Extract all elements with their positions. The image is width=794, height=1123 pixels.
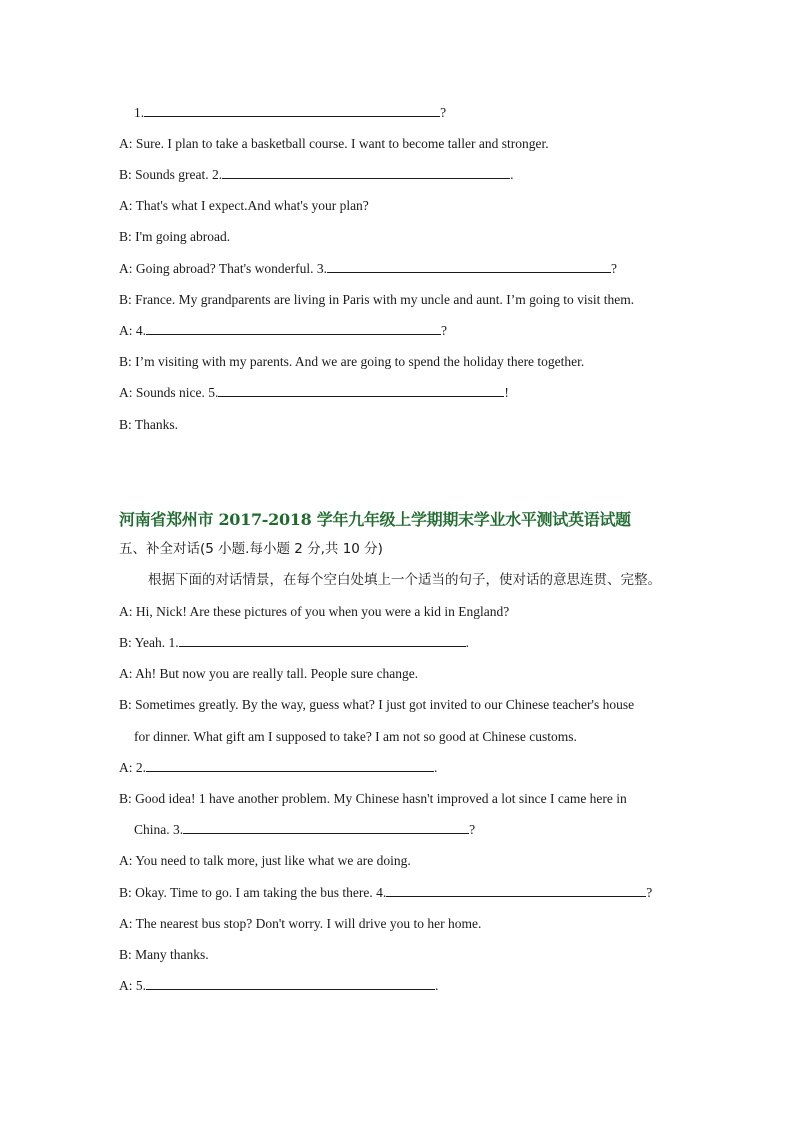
line-text: B: Yeah. 1. xyxy=(119,635,179,650)
dialogue1-line-11: B: Thanks. xyxy=(119,417,179,432)
line-text: A: 4. xyxy=(119,323,146,338)
dialogue1-line-5: B: I'm going abroad. xyxy=(119,229,231,244)
line-text: A: Sounds nice. 5. xyxy=(119,385,219,400)
punctuation: ? xyxy=(646,885,653,900)
dialogue2-line-5: for dinner. What gift am I supposed to take? I am not so good at Chinese customs. xyxy=(134,729,577,744)
punctuation: ? xyxy=(469,822,476,837)
dialogue1-line-2: A: Sure. I plan to take a basketball course. I want to become taller and stronger. xyxy=(119,136,549,151)
line-text: A: Going abroad? That's wonderful. 3. xyxy=(119,261,328,276)
answer-blank-3[interactable] xyxy=(327,260,611,273)
dialogue1-line-8 xyxy=(119,322,447,340)
dialogue2-line-13 xyxy=(119,977,438,995)
dialogue2-line-9: A: You need to talk more, just like what we are doing. xyxy=(119,853,411,868)
answer-blank-3[interactable] xyxy=(183,821,469,834)
line-text: B: Sounds great. 2. xyxy=(119,167,223,182)
dialogue2-line-1: A: Hi, Nick! Are these pictures of you when you were a kid in England? xyxy=(119,604,510,619)
line-text: B: Okay. Time to go. I am taking the bus there. 4. xyxy=(119,885,387,900)
answer-blank-1[interactable] xyxy=(144,104,440,117)
line-text: China. 3. xyxy=(134,822,184,837)
dialogue2-line-3: A: Ah! But now you are really tall. People sure change. xyxy=(119,666,419,681)
dialogue2-line-4: B: Sometimes greatly. By the way, guess what? I just got invited to our Chinese teacher's house xyxy=(119,697,635,712)
answer-blank-2[interactable] xyxy=(146,759,434,772)
exam-title: 河南省郑州市 2017-2018 学年九年级上学期期末学业水平测试英语试题 xyxy=(119,510,631,529)
dialogue1-line-10 xyxy=(119,384,509,402)
punctuation: ? xyxy=(611,261,618,276)
line-text: A: 5. xyxy=(119,978,146,993)
dialogue1-line-1 xyxy=(134,104,446,122)
dialogue1-line-3 xyxy=(119,166,514,184)
question-number: 1. xyxy=(134,105,145,120)
answer-blank-5[interactable] xyxy=(218,384,504,397)
dialogue2-line-12: B: Many thanks. xyxy=(119,947,209,962)
section-heading: 五、补全对话(5 小题.每小题 2 分,共 10 分) xyxy=(119,541,383,557)
dialogue2-line-2 xyxy=(119,634,469,652)
dialogue2-line-10 xyxy=(119,884,652,902)
answer-blank-4[interactable] xyxy=(146,322,441,335)
punctuation: . xyxy=(435,978,439,993)
answer-blank-4[interactable] xyxy=(386,884,646,897)
punctuation: . xyxy=(434,760,438,775)
punctuation: . xyxy=(465,635,470,650)
dialogue1-line-4: A: That's what I expect.And what's your plan? xyxy=(119,198,369,213)
punctuation: ? xyxy=(441,323,447,338)
answer-blank-1[interactable] xyxy=(179,634,466,647)
line-text: A: 2. xyxy=(119,760,146,775)
dialogue1-line-9: B: I’m visiting with my parents. And we are going to spend the holiday there together. xyxy=(119,354,585,369)
instruction-text: 根据下面的对话情景，在每个空白处填上一个适当的句子，使对话的意思连贯、完整。 xyxy=(148,572,661,588)
dialogue2-line-8 xyxy=(134,821,475,839)
dialogue2-line-11: A: The nearest bus stop? Don't worry. I will drive you to her home. xyxy=(119,916,482,931)
answer-blank-2[interactable] xyxy=(222,166,510,179)
dialogue1-line-7: B: France. My grandparents are living in Paris with my uncle and aunt. I’m going to visit them. xyxy=(119,292,635,307)
punctuation: ? xyxy=(440,105,447,120)
dialogue2-line-7: B: Good idea! 1 have another problem. My Chinese hasn't improved a lot since I came here in xyxy=(119,791,627,806)
punctuation: . xyxy=(510,167,514,182)
dialogue2-line-6 xyxy=(119,759,437,777)
answer-blank-5[interactable] xyxy=(146,977,435,990)
dialogue1-line-6 xyxy=(119,260,617,278)
punctuation: ! xyxy=(504,385,509,400)
